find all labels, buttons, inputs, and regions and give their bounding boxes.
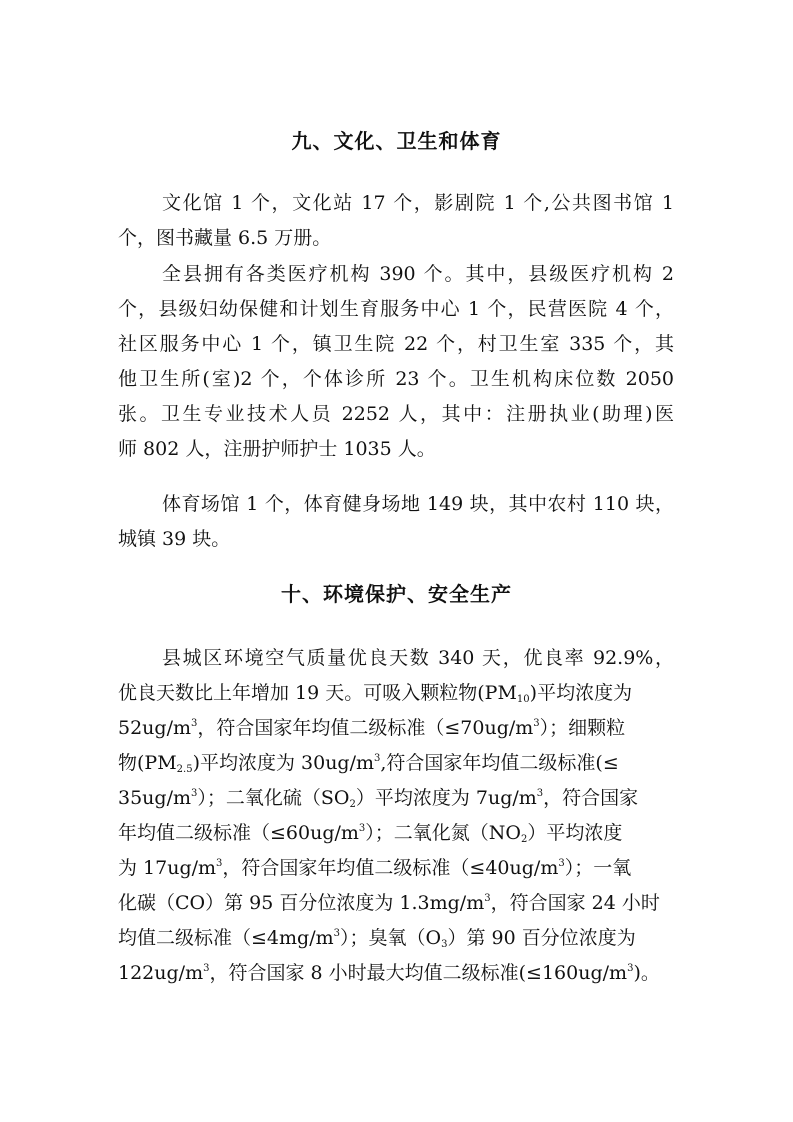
subscript: 10 — [516, 694, 530, 705]
superscript: 3 — [203, 963, 210, 974]
paragraph-line: 张。卫生专业技术人员 2252 人，其中：注册执业(助理)医 — [118, 403, 674, 425]
superscript: 3 — [191, 718, 198, 729]
paragraph-line: 师 802 人，注册护师护士 1035 人。 — [118, 438, 436, 460]
paragraph-line: 为 $17ug/m^3$，符合国家年均值二级标准$(\le 40ug/m^3)$；一氧 — [118, 857, 632, 879]
paragraph-line: 城镇 39 块。 — [118, 528, 231, 550]
superscript: 3 — [358, 823, 366, 834]
paragraph-line: 优良天数比上年增加 19 天。可吸入颗粒物$(PM_{10})$平均浓度为 — [118, 682, 633, 705]
subscript: 3 — [441, 939, 448, 950]
paragraph-line: $122ug/m^3$，符合国家 8 小时最大均值二级标准$(\le 160ug/m^3)$。 — [118, 962, 660, 984]
superscript: 3 — [533, 718, 540, 729]
superscript: 3 — [536, 788, 544, 799]
paragraph-line: 县城区环境空气质量优良天数 340 天，优良率 92.9%， — [162, 647, 674, 669]
paragraph-line: 化碳（CO）第 95 百分位浓度为 $1.3mg/m^3$，符合国家 24 小时 — [118, 892, 660, 914]
superscript: 3 — [374, 753, 381, 764]
paragraph-sports — [118, 487, 674, 557]
paragraph-air-quality — [118, 641, 674, 991]
subscript: 2 — [521, 834, 528, 845]
subscript: 2.5 — [176, 764, 193, 775]
paragraph-line: 文化馆 1 个，文化站 17 个，影剧院 1 个,公共图书馆 1 — [162, 192, 674, 214]
section-heading-culture-health-sports: 九、文化、卫生和体育 — [291, 129, 502, 153]
paragraph-line: $35ug/m^3$）；二氧化硫$(SO_2)$平均浓度为 $7ug/m^3$，符合国家 — [118, 787, 639, 810]
paragraph-line: 体育场馆 1 个，体育健身场地 149 块，其中农村 110 块， — [162, 493, 674, 515]
superscript: 3 — [191, 788, 198, 799]
paragraph-line: 物$(PM_{2.5})$平均浓度为 $30ug/m^3$,符合国家年均值二级标准(≤ — [118, 752, 619, 775]
superscript: 3 — [558, 858, 565, 869]
section-heading-environment-safety: 十、环境保护、安全生产 — [281, 582, 512, 606]
superscript: 3 — [627, 963, 634, 974]
paragraph-line: 个，图书藏量 6.5 万册。 — [118, 227, 332, 249]
superscript: 3 — [484, 893, 491, 904]
paragraph-line: 个，县级妇幼保健和计划生育服务中心 1 个，民营医院 4 个， — [118, 298, 674, 320]
superscript: 3 — [333, 928, 340, 939]
subscript: 2 — [349, 799, 356, 810]
paragraph-line: 全县拥有各类医疗机构 390 个。其中，县级医疗机构 2 — [162, 263, 674, 285]
paragraph-line: $52ug/m^3$，符合国家年均值二级标准$(\le 70ug/m^3)$；细颗粒 — [118, 717, 626, 739]
paragraph-culture — [118, 186, 674, 256]
paragraph-line: 社区服务中心 1 个，镇卫生院 22 个，村卫生室 335 个，其 — [118, 333, 674, 355]
superscript: 3 — [216, 858, 223, 869]
paragraph-line: 均值二级标准$(\le 4mg/m^3)$；臭氧$(O_3)$第 90 百分位浓度为 — [118, 927, 636, 950]
paragraph-line: 年均值二级标准$(\le 60ug/m^3)$；二氧化氮$(NO_2)$平均浓度 — [118, 822, 623, 845]
paragraph-health — [118, 257, 674, 467]
paragraph-line: 他卫生所(室)2 个，个体诊所 23 个。卫生机构床位数 2050 — [118, 368, 674, 390]
